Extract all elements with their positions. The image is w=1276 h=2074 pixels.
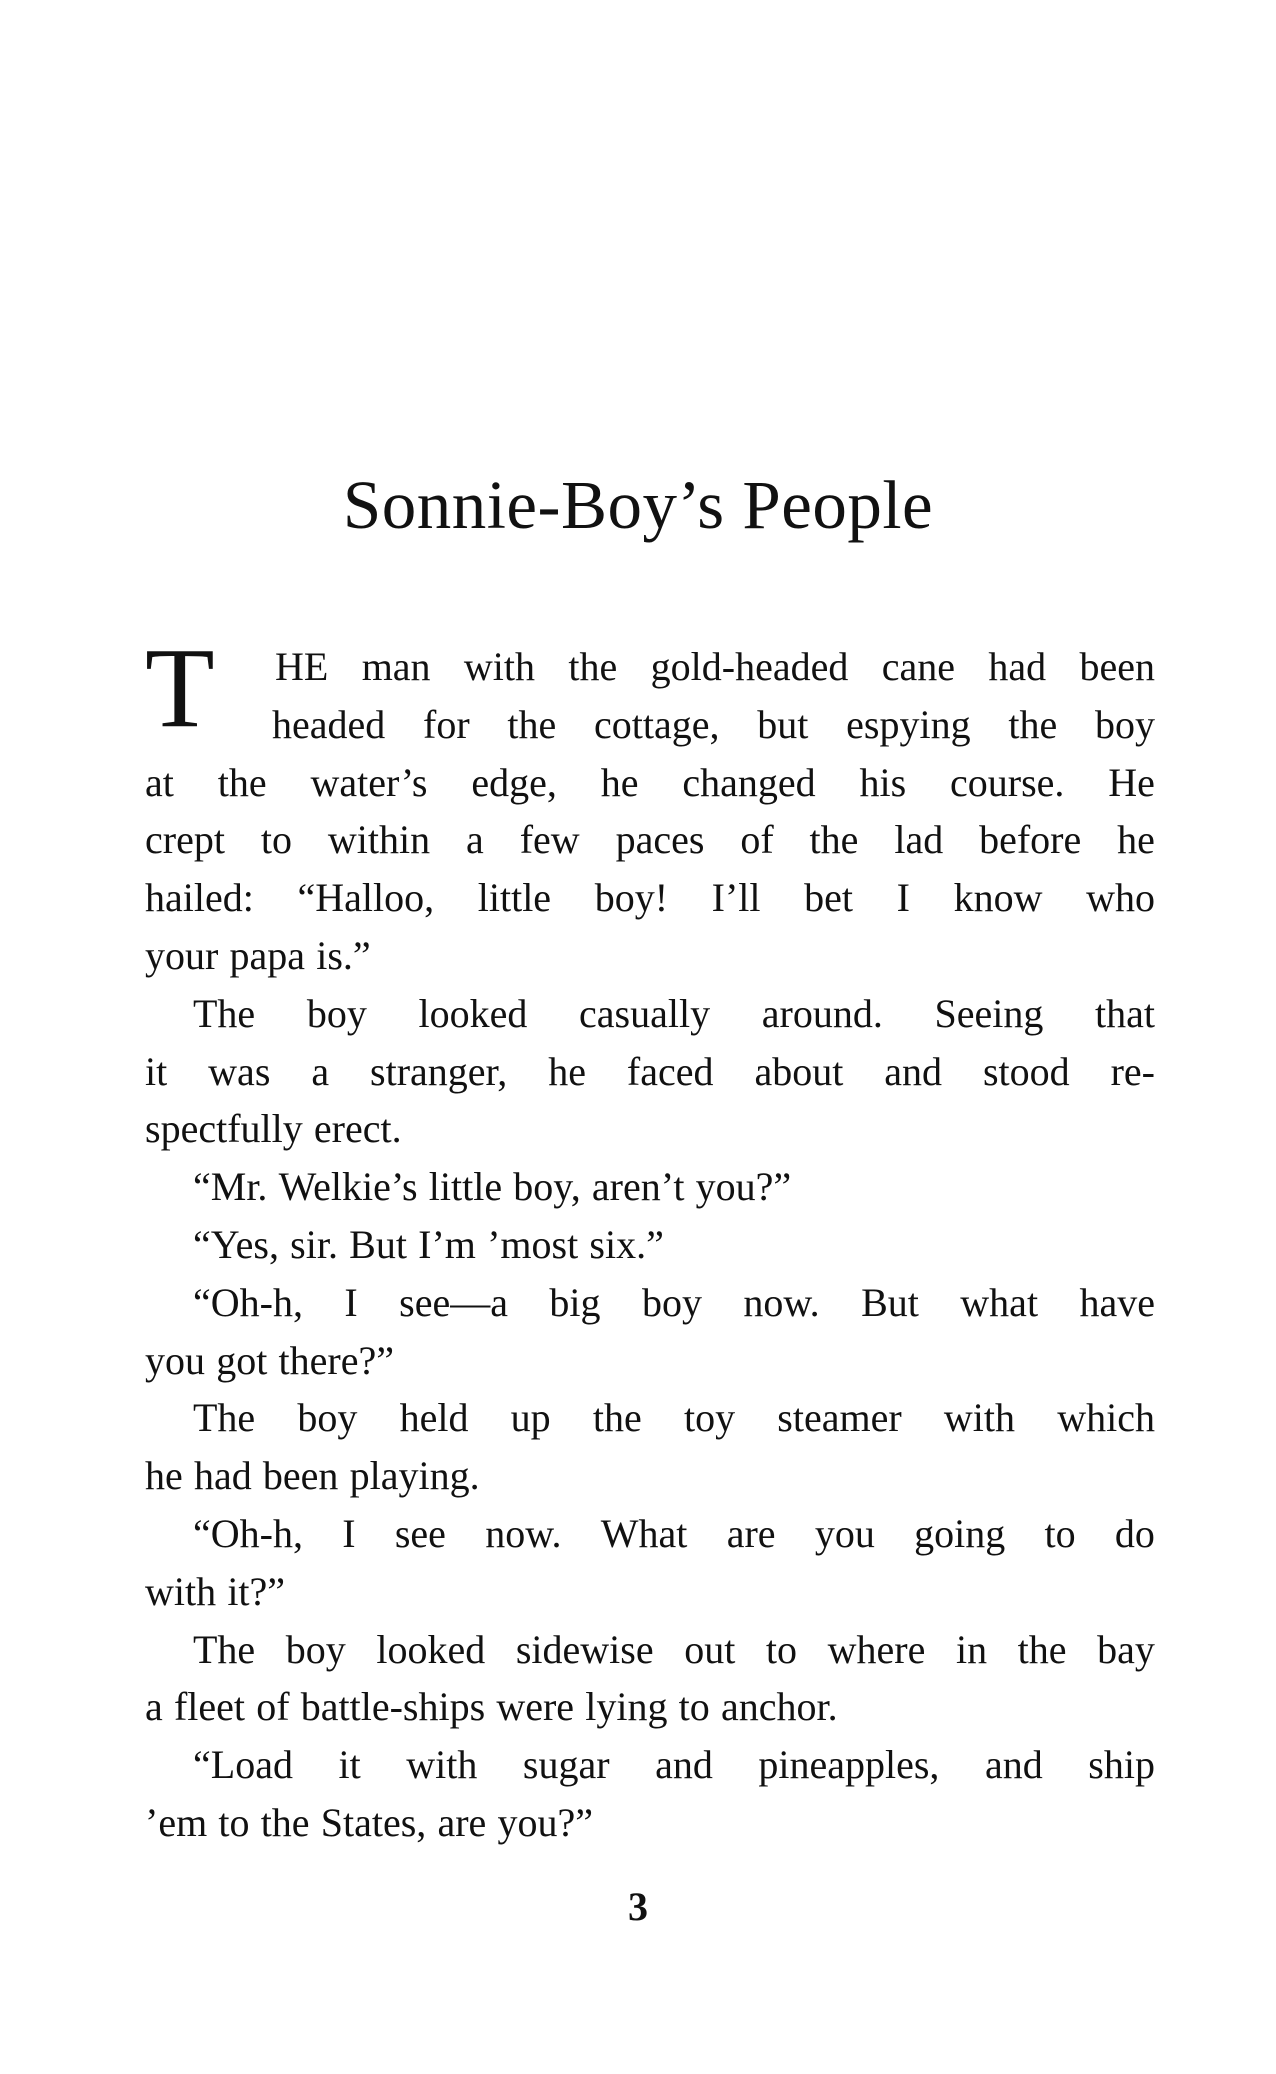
text-line: spectfully erect. [145,1106,402,1152]
text-line: The boy looked casually around. Seeing that [193,990,1155,1036]
text-line: ’em to the States, are you?” [145,1799,594,1845]
page-number: 3 [628,1884,648,1929]
chapter-title: Sonnie-Boy’s People [342,467,934,543]
drop-cap-letter: T [145,624,215,751]
text-line: “Oh-h, I see—a big boy now. But what have [193,1279,1155,1325]
text-line: a fleet of battle-ships were lying to anchor. [145,1684,838,1730]
text-line: at the water’s edge, he changed his course. He [145,759,1155,805]
text-line: The boy looked sidewise out to where in the bay [193,1626,1155,1672]
text-line: hailed: “Halloo, little boy! I’ll bet I know who [145,875,1155,921]
text-line: it was a stranger, he faced about and stood re- [145,1048,1155,1094]
text-line: “Yes, sir. But I’m ’most six.” [193,1221,664,1267]
text-line: headed for the cottage, but espying the boy [272,701,1155,747]
text-line: crept to within a few paces of the lad before he [145,817,1155,863]
text-line: HE man with the gold-headed cane had been [275,644,1155,689]
text-line: “Mr. Welkie’s little boy, aren’t you?” [193,1164,792,1210]
text-line: The boy held up the toy steamer with which [193,1395,1155,1441]
text-line: he had been playing. [145,1453,480,1499]
text-line: with it?” [145,1568,286,1614]
text-line: “Oh-h, I see now. What are you going to do [193,1510,1155,1556]
text-line: your papa is.” [145,932,371,978]
text-line: “Load it with sugar and pineapples, and ship [193,1742,1155,1788]
body-text [145,624,1155,1852]
text-line: you got there?” [145,1337,394,1383]
